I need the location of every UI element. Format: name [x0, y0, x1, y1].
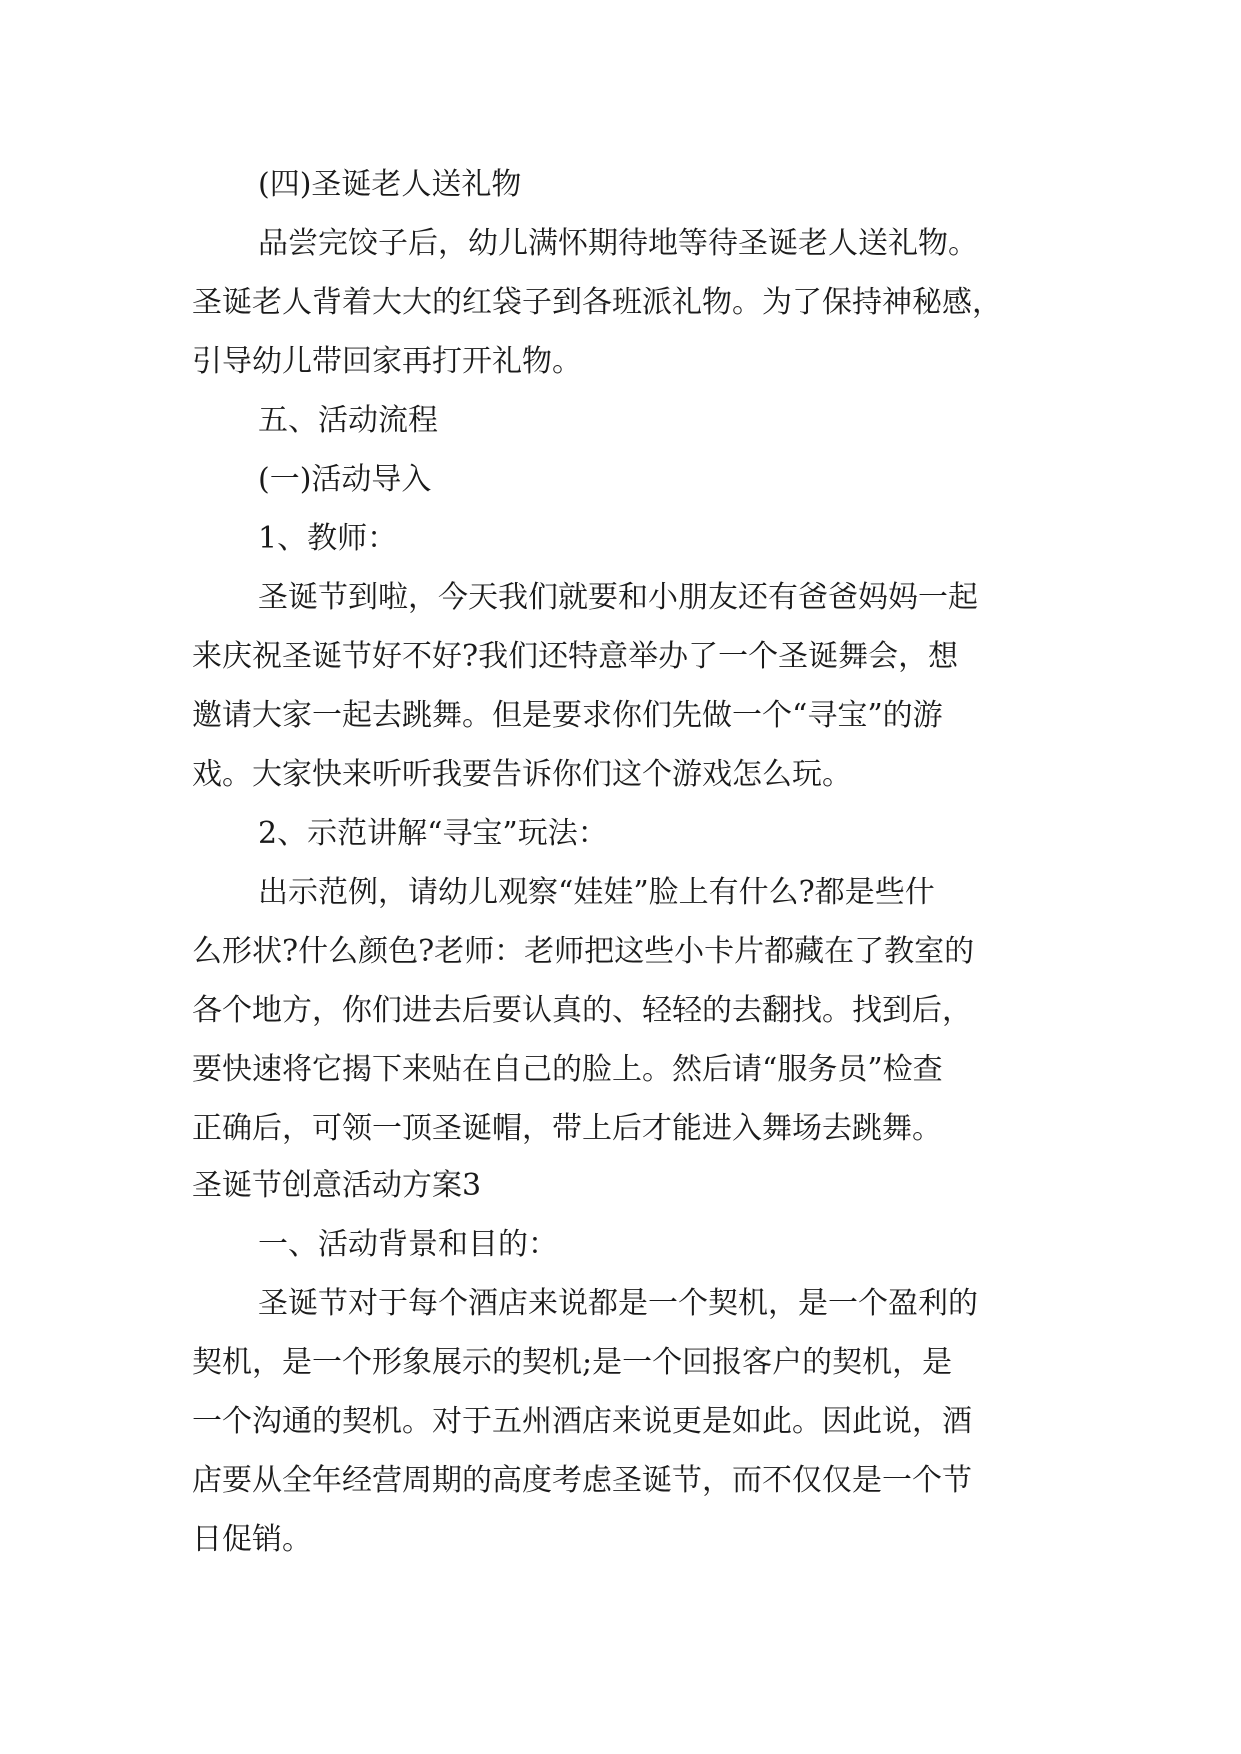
section-heading: 一、活动背景和目的： — [258, 1227, 558, 1262]
paragraph-line: 出示范例，请幼儿观察“娃娃”脸上有什么?都是些什 — [258, 875, 935, 910]
section-heading: 五、活动流程 — [258, 403, 438, 438]
item-heading: 2、示范讲解“寻宝”玩法： — [258, 816, 608, 851]
paragraph-line: 品尝完饺子后，幼儿满怀期待地等待圣诞老人送礼物。 — [258, 226, 978, 261]
paragraph-line: 邀请大家一起去跳舞。但是要求你们先做一个“寻宝”的游 — [192, 698, 943, 733]
paragraph-line: 引导幼儿带回家再打开礼物。 — [192, 344, 582, 379]
paragraph-line: 圣诞节对于每个酒店来说都是一个契机，是一个盈利的 — [258, 1286, 978, 1321]
paragraph-line: 正确后，可领一顶圣诞帽，带上后才能进入舞场去跳舞。 — [192, 1111, 942, 1146]
paragraph-line: 店要从全年经营周期的高度考虑圣诞节，而不仅仅是一个节 — [192, 1463, 972, 1498]
paragraph-line: 契机，是一个形象展示的契机;是一个回报客户的契机，是 — [192, 1345, 953, 1380]
document-title: 圣诞节创意活动方案3 — [192, 1168, 482, 1203]
paragraph-line: 来庆祝圣诞节好不好?我们还特意举办了一个圣诞舞会，想 — [192, 639, 959, 674]
paragraph-line: 一个沟通的契机。对于五州酒店来说更是如此。因此说，酒 — [192, 1404, 972, 1439]
paragraph-line: 要快速将它揭下来贴在自己的脸上。然后请“服务员”检查 — [192, 1052, 943, 1087]
section-heading: (一)活动导入 — [258, 462, 432, 497]
paragraph-line: 圣诞节到啦，今天我们就要和小朋友还有爸爸妈妈一起 — [258, 580, 978, 615]
paragraph-line: 日促销。 — [192, 1522, 312, 1557]
paragraph-line: 各个地方，你们进去后要认真的、轻轻的去翻找。找到后， — [192, 993, 972, 1028]
paragraph-line: 戏。大家快来听听我要告诉你们这个游戏怎么玩。 — [192, 757, 852, 792]
paragraph-line: 么形状?什么颜色?老师：老师把这些小卡片都藏在了教室的 — [192, 934, 975, 969]
item-heading: 1、教师： — [258, 521, 398, 556]
section-heading: (四)圣诞老人送礼物 — [258, 167, 522, 202]
paragraph-line: 圣诞老人背着大大的红袋子到各班派礼物。为了保持神秘感， — [192, 285, 1002, 320]
